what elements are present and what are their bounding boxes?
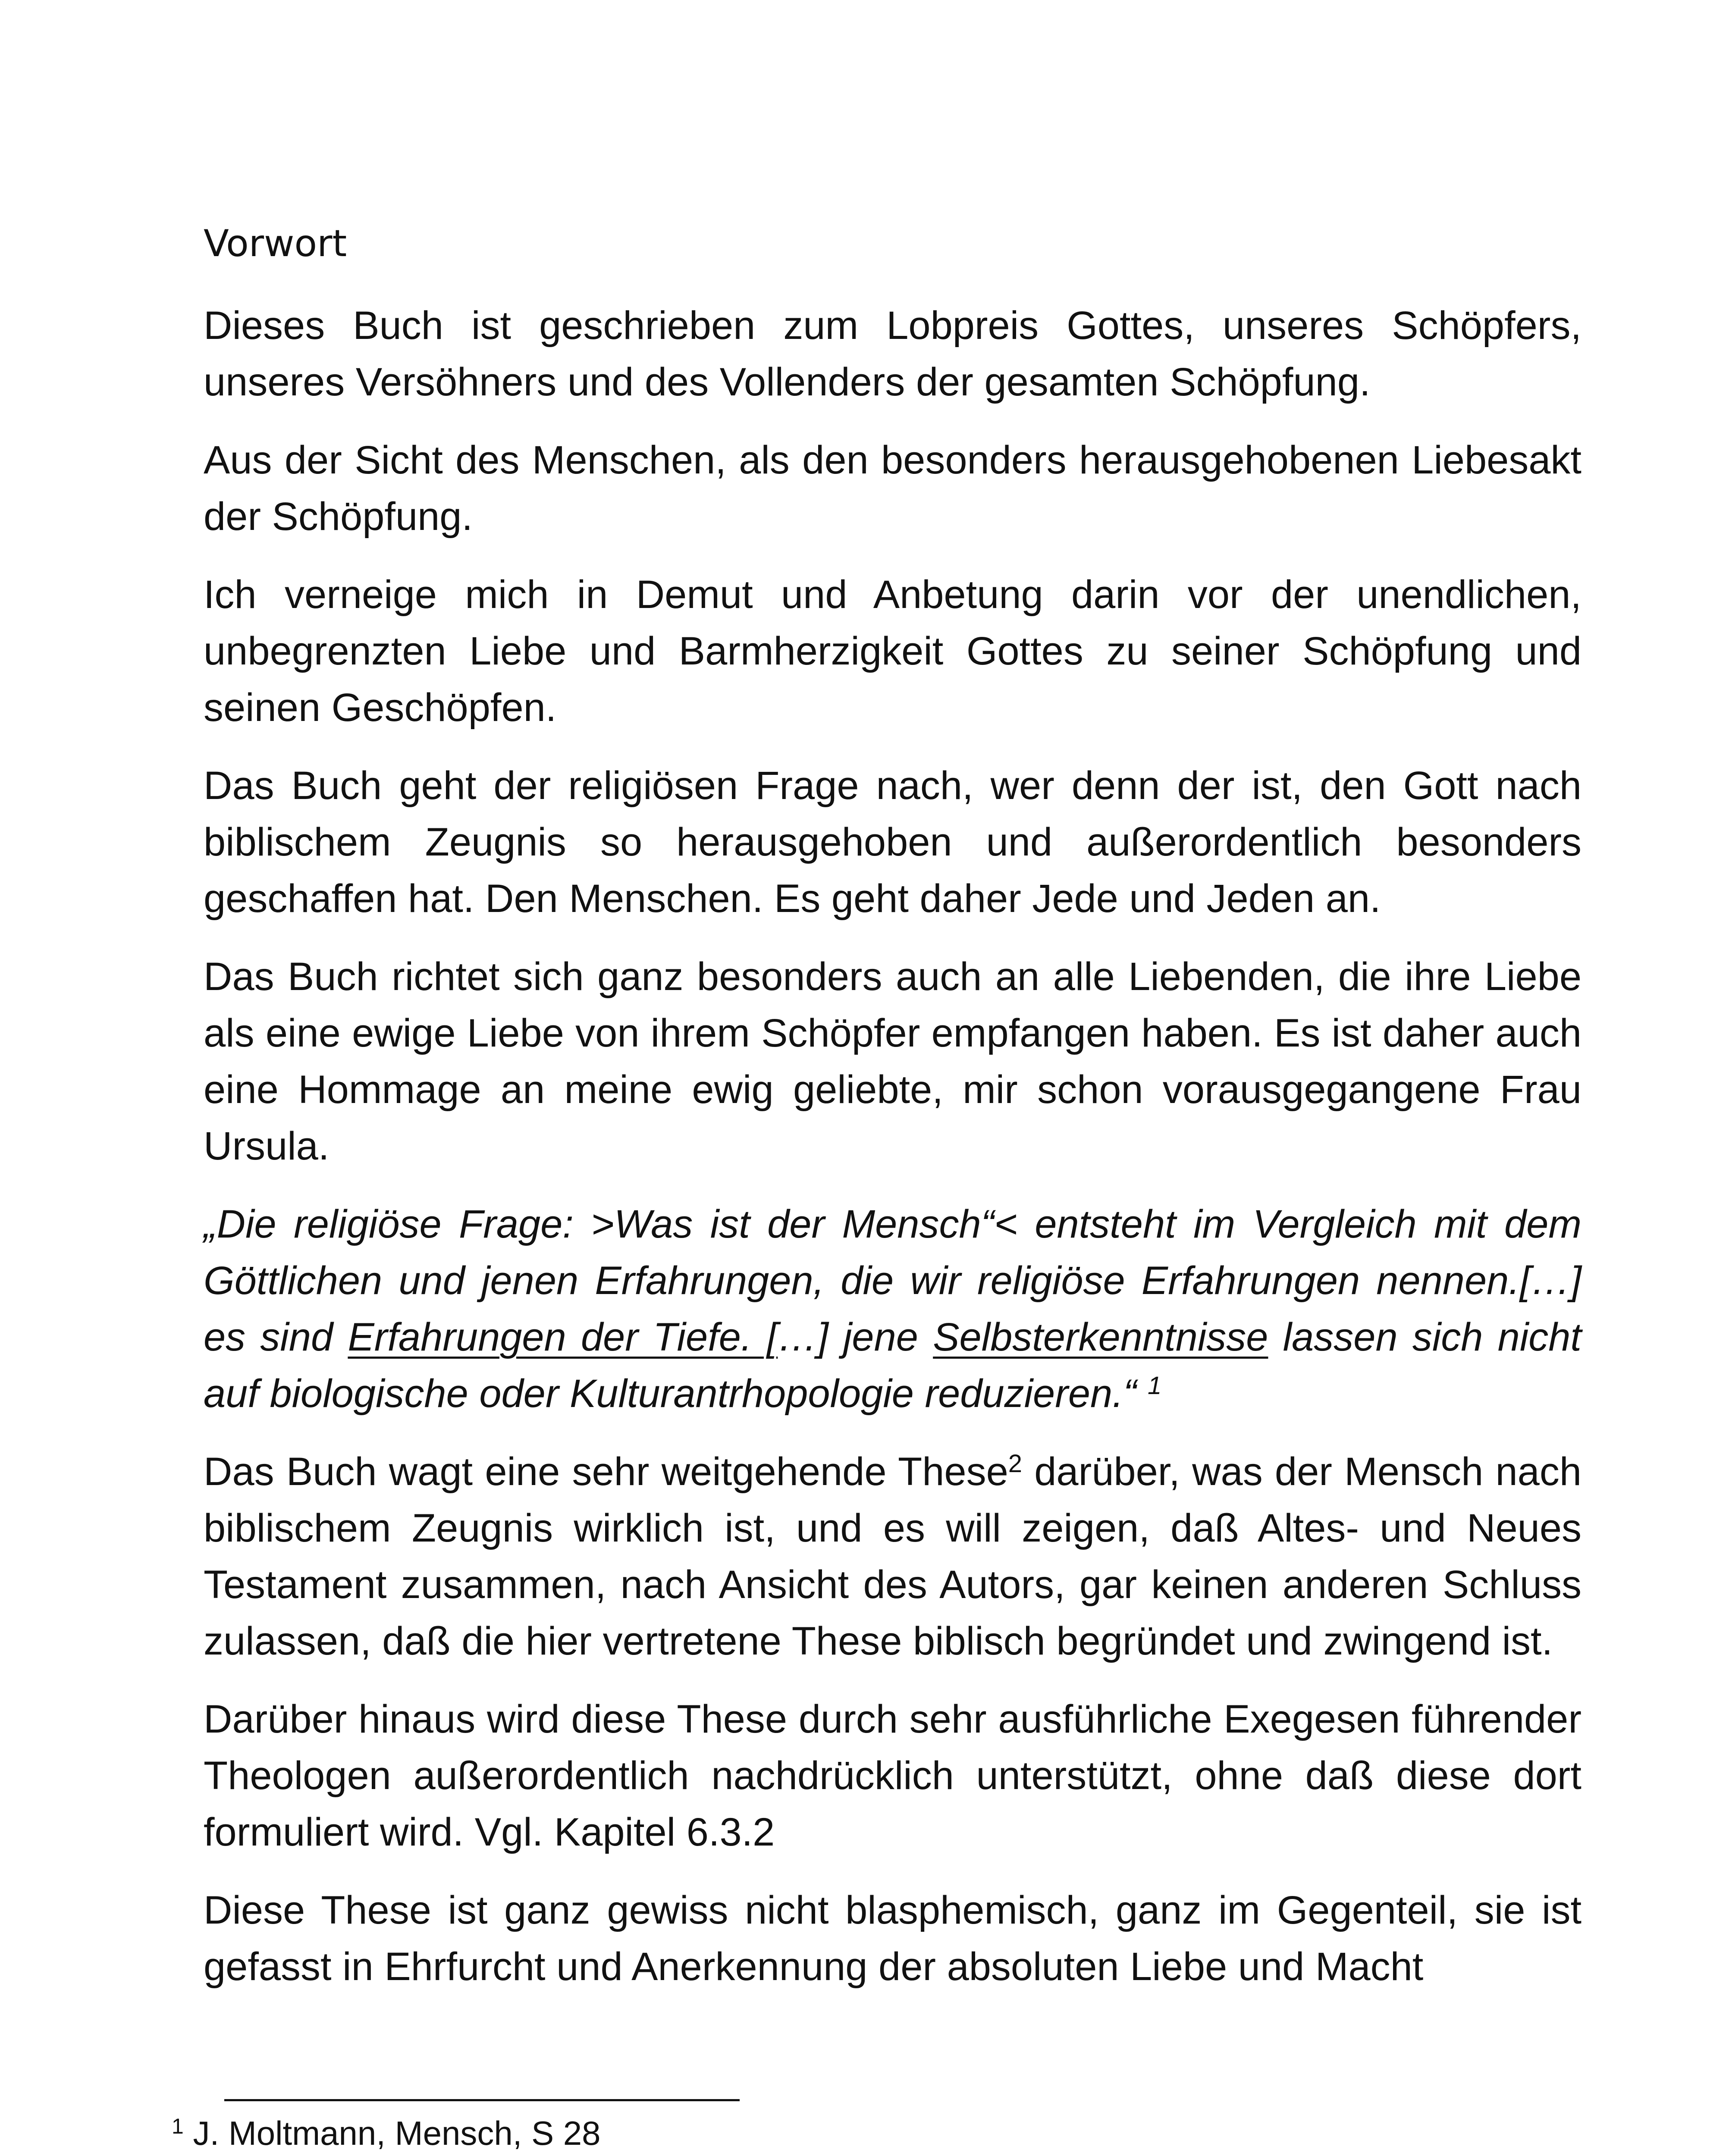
quotation — [204, 1196, 1582, 1422]
footnote-number-1: 1 — [172, 2114, 184, 2138]
paragraph-6-text-a: Das Buch wagt eine sehr weitgehende These — [204, 1450, 1008, 1494]
paragraph-7: Darüber hinaus wird diese These durch sehr ausführliche Exegesen führender Theologen außerordentlich nachdrücklich unterstützt, ohne daß diese dort formuliert wird. Vgl. Kapitel 6.3.2 — [204, 1697, 1582, 1854]
footnote-ref-2: 2 — [1008, 1450, 1023, 1478]
paragraph-3: Ich verneige mich in Demut und Anbetung darin vor der unendlichen, unbegrenzten Liebe und Barmherzigkeit Gottes zu seiner Schöpfung und seinen Geschöpfen. — [204, 573, 1582, 730]
paragraph-6-text-b: darüber, was der Mensch nach biblischem Zeugnis wirklich ist, und es will zeigen, daß Altes- und Neues Testament zusammen, nach Ansicht des Autors, gar keinen anderen Schluss zulassen, daß die hier vertretene These biblisch begründet und zwingend ist. — [204, 1450, 1582, 1663]
quote-text-1: „Die religiöse Frage: >Was ist der Mensch“< entsteht im Vergleich mit dem Göttlichen und jenen Erfahrungen, die wir religiöse Erfahrungen nennen.[…] es sind — [204, 1202, 1582, 1359]
paragraph-6 — [204, 1444, 1582, 1670]
body-text — [204, 298, 1582, 2017]
quote-text-2: …] jene — [778, 1315, 933, 1359]
quote-underlined-2: Selbsterkenntnisse — [933, 1315, 1268, 1359]
footnote-ref-1: 1 — [1147, 1372, 1162, 1400]
footnotes — [172, 2113, 1565, 2156]
quote-underlined-1: Erfahrungen der Tiefe. [ — [348, 1315, 778, 1359]
paragraph-5: Das Buch richtet sich ganz besonders auch an alle Liebenden, die ihre Liebe als eine ewige Liebe von ihrem Schöpfer empfangen haben. Es ist daher auch eine Hommage an meine ewig geliebte, mir schon vorausgegangene Frau Ursula. — [204, 955, 1582, 1168]
footnote-text-1: J. Moltmann, Mensch, S 28 — [183, 2114, 601, 2152]
page-heading: Vorwort — [204, 222, 347, 265]
paragraph-8: Diese These ist ganz gewiss nicht blasphemisch, ganz im Gegenteil, sie ist gefasst in Ehrfurcht und Anerkennung der absoluten Liebe und Macht — [204, 1888, 1582, 1989]
footnote-1 — [172, 2113, 1565, 2153]
footnote-separator — [224, 2099, 740, 2101]
paragraph-2: Aus der Sicht des Menschen, als den besonders herausgehobenen Liebesakt der Schöpfung. — [204, 438, 1582, 539]
quote-text-3: lassen sich nicht auf biologische oder Kulturantrhopologie reduzieren.“ — [204, 1315, 1582, 1416]
paragraph-1: Dieses Buch ist geschrieben zum Lobpreis Gottes, unseres Schöpfers, unseres Versöhners und des Vollenders der gesamten Schöpfung. — [204, 304, 1582, 404]
paragraph-4: Das Buch geht der religiösen Frage nach, wer denn der ist, den Gott nach biblischem Zeugnis so herausgehoben und außerordentlich besonders geschaffen hat. Den Menschen. Es geht daher Jede und Jeden an. — [204, 764, 1582, 921]
